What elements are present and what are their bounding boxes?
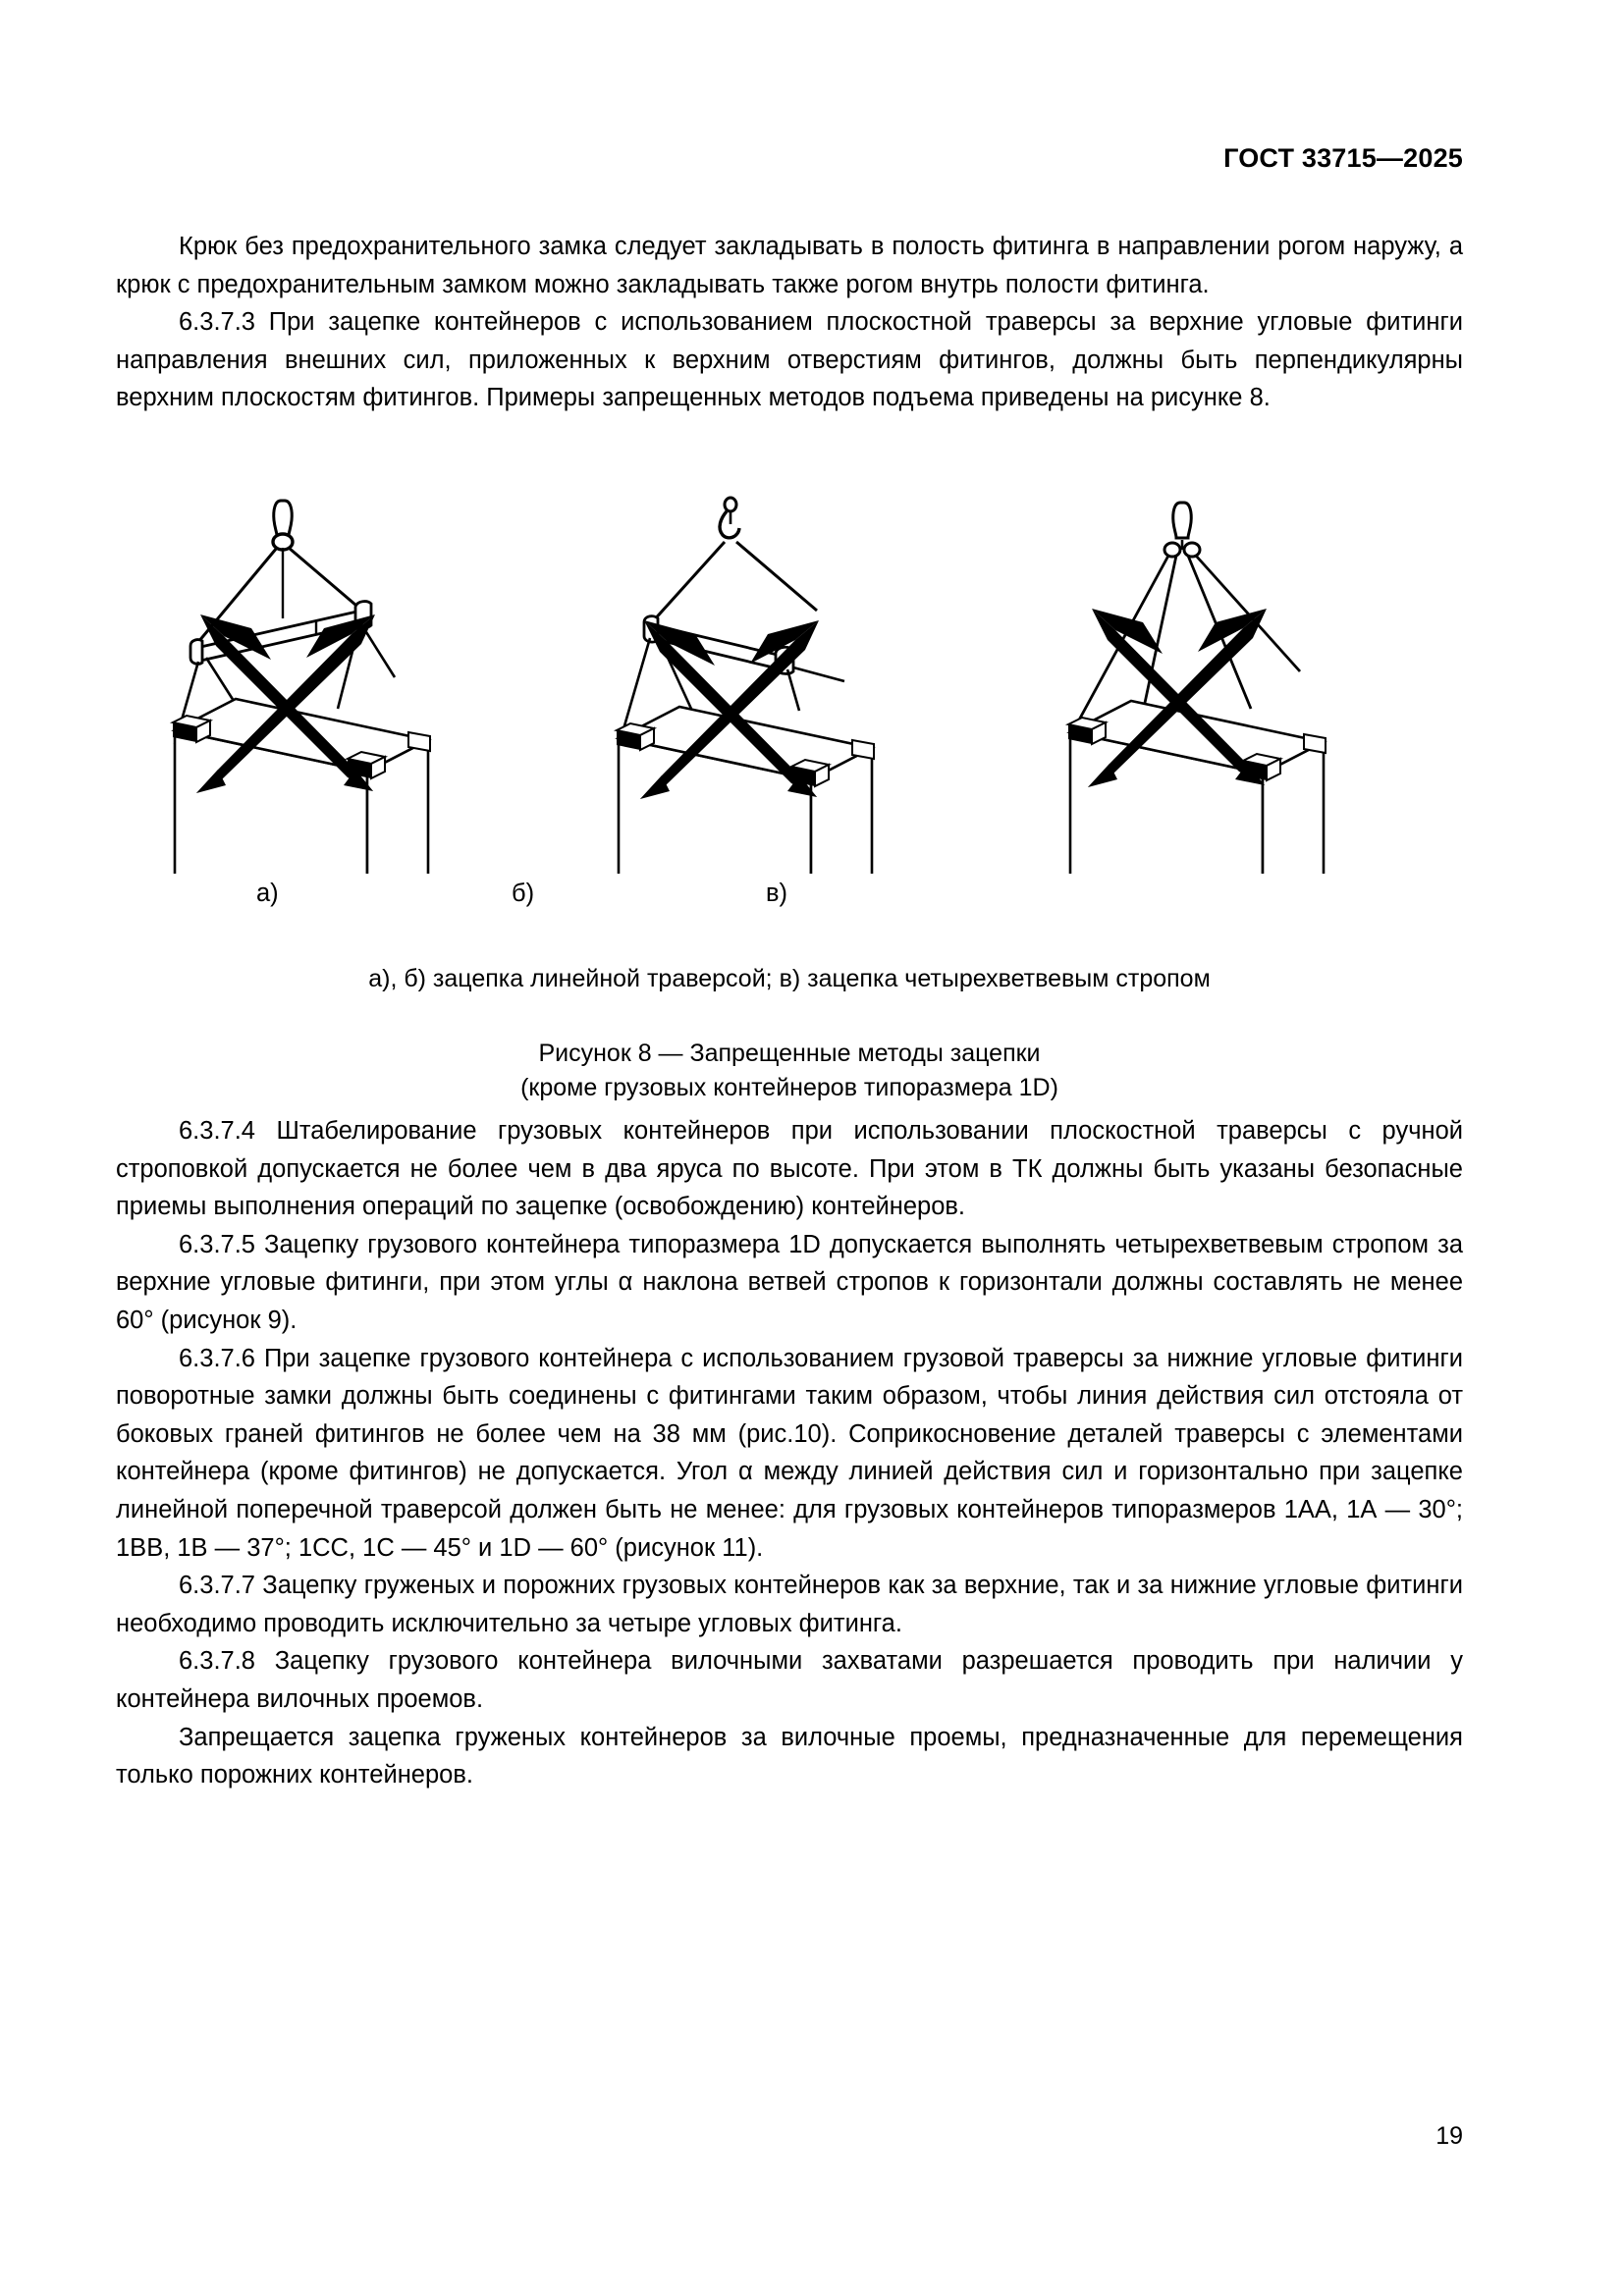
figure-8-sublabel-a: а) xyxy=(256,880,279,907)
figure-8-caption xyxy=(116,1037,1463,1105)
figure-8-sublabel-v: в) xyxy=(766,880,788,907)
figure-8-caption-line-2: (кроме грузовых контейнеров типоразмера 1D) xyxy=(520,1074,1058,1101)
lower-text-block xyxy=(116,1112,1463,1794)
paragraph-6-3-7-5: 6.3.7.5 Зацепку грузового контейнера типоразмера 1D допускается выполнять четырехветвевым стропом за верхние угловые фитинги, при этом углы α наклона ветвей стропов к горизонтали должны составлять не менее 60° (рисунок 9). xyxy=(116,1230,1463,1334)
forbidden-lifting-methods-illustration xyxy=(116,461,1463,874)
figure-8-sublabel-b: б) xyxy=(512,880,535,907)
figure-8-artwork xyxy=(116,461,1463,874)
paragraph-6-3-7-7: 6.3.7.7 Зацепку груженых и порожних грузовых контейнеров как за верхние, так и за нижние угловые фитинги необходимо проводить исключительно за четыре угловых фитинга. xyxy=(116,1572,1463,1637)
page-number: 19 xyxy=(1435,2122,1463,2150)
diagram-b-linear-spreader-hook xyxy=(617,498,874,874)
paragraph-6-3-7-3: 6.3.7.3 При зацепке контейнеров с использованием плоскостной траверсы за верхние угловые фитинги направления внешних сил, приложенных к верхним отверстиям фитингов, должны быть перпендикулярны верхним плоскостям фитингов. Примеры запрещенных методов подъема приведены на рисунке 8. xyxy=(116,308,1463,412)
paragraph-hook-lock: Крюк без предохранительного замка следует закладывать в полость фитинга в направлении рогом наружу, а крюк с предохранительным замком можно закладывать также рогом внутрь полости фитинга. xyxy=(116,233,1463,298)
figure-8 xyxy=(116,461,1463,1105)
figure-8-legend: а), б) зацепка линейной траверсой; в) зацепка четырехветвевым стропом xyxy=(368,965,1211,992)
paragraph-6-3-7-6: 6.3.7.6 При зацепке грузового контейнера с использованием грузовой траверсы за нижние угловые фитинги поворотные замки должны быть соединены с фитингами таким образом, чтобы линия действия сил отстояла от боковых граней фитингов не более чем на 38 мм (рис.10). Соприкосновение деталей траверсы с элементами контейнера (кроме фитингов) не допускается. Угол α между линией действия сил и горизонтально при зацепке линейной поперечной траверсой должен быть не менее: для грузовых контейнеров типоразмеров 1АА, 1А — 30°; 1ВВ, 1В — 37°; 1СС, 1С — 45° и 1D — 60° (рисунок 11). xyxy=(116,1344,1463,1562)
document-header-standard-number: ГОСТ 33715—2025 xyxy=(1223,143,1463,173)
figure-8-sub-labels xyxy=(116,878,1463,919)
diagram-v-four-leg-sling xyxy=(1068,503,1326,874)
paragraph-6-3-7-4: 6.3.7.4 Штабелирование грузовых контейнеров при использовании плоскостной траверсы с ручной строповкой допускается не более чем в два яруса по высоте. При этом в ТК должны быть указаны безопасные приемы выполнения операций по зацепке (освобождению) контейнеров. xyxy=(116,1117,1463,1221)
paragraph-prohibition-fork-pockets: Запрещается зацепка груженых контейнеров за вилочные проемы, предназначенные для перемещения только порожних контейнеров. xyxy=(116,1723,1463,1789)
paragraph-6-3-7-8: 6.3.7.8 Зацепку грузового контейнера вилочными захватами разрешается проводить при наличии у контейнера вилочных проемов. xyxy=(116,1647,1463,1713)
upper-text-block xyxy=(116,228,1463,417)
diagram-a-linear-spreader xyxy=(173,501,430,874)
figure-8-caption-line-1: Рисунок 8 — Запрещенные методы зацепки xyxy=(538,1040,1041,1067)
